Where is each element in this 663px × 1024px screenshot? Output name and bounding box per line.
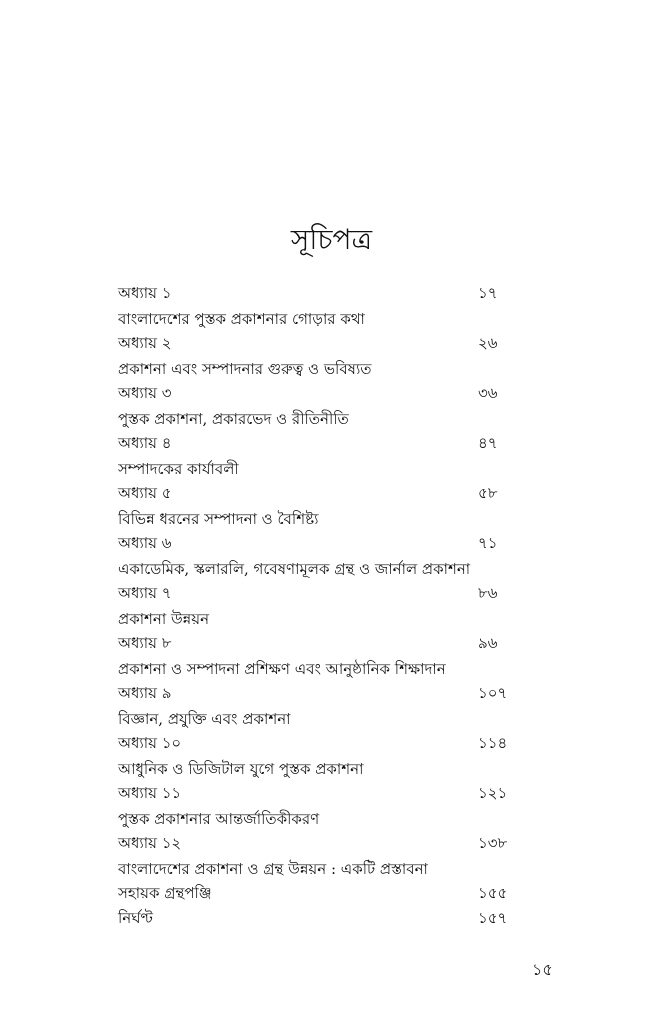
page-number: ১৭ — [478, 284, 498, 302]
toc-chapter-3[interactable] — [118, 382, 518, 407]
toc-chapter-1[interactable] — [118, 282, 518, 307]
toc-chapter-9[interactable] — [118, 682, 518, 707]
back-matter-label: সহায়ক গ্রন্থপঞ্জি — [118, 884, 212, 902]
toc-chapter-4[interactable] — [118, 432, 518, 457]
page-number: ৪৭ — [478, 434, 498, 452]
folio-page-number: ১৫ — [532, 960, 553, 979]
back-matter-label: নির্ঘণ্ট — [118, 909, 153, 927]
page-number: ৭১ — [478, 534, 498, 552]
page-number: ৩৬ — [478, 384, 498, 402]
chapter-subtitle: বাংলাদেশের প্রকাশনা ও গ্রন্থ উন্নয়ন : একটি প্রস্তাবনা — [118, 860, 428, 878]
chapter-subtitle: আধুনিক ও ডিজিটাল যুগে পুস্তক প্রকাশনা — [118, 760, 364, 778]
chapter-label: অধ্যায় ৪ — [118, 434, 172, 452]
page-number: ১১৪ — [478, 734, 508, 752]
table-of-contents — [118, 282, 518, 932]
toc-chapter-11[interactable] — [118, 782, 518, 807]
page-number: ১৫৫ — [478, 884, 508, 902]
toc-chapter-10[interactable] — [118, 732, 518, 757]
chapter-subtitle: বিভিন্ন ধরনের সম্পাদনা ও বৈশিষ্ট্য — [118, 510, 319, 528]
page-title: সূচিপত্র — [290, 223, 373, 256]
chapter-subtitle: বাংলাদেশের পুস্তক প্রকাশনার গোড়ার কথা — [118, 310, 365, 328]
page-number: ১২১ — [478, 784, 508, 802]
chapter-subtitle: বিজ্ঞান, প্রযুক্তি এবং প্রকাশনা — [118, 710, 291, 728]
chapter-label: অধ্যায় ৩ — [118, 384, 172, 402]
page-number: ২৬ — [478, 334, 498, 352]
toc-chapter-8[interactable] — [118, 632, 518, 657]
chapter-subtitle: প্রকাশনা উন্নয়ন — [118, 610, 210, 628]
chapter-label: অধ্যায় ১০ — [118, 734, 182, 752]
toc-chapter-12[interactable] — [118, 832, 518, 857]
chapter-subtitle: পুস্তক প্রকাশনা, প্রকারভেদ ও রীতিনীতি — [118, 410, 349, 428]
page-number: ৫৮ — [478, 484, 498, 502]
chapter-label: অধ্যায় ৬ — [118, 534, 172, 552]
chapter-label: অধ্যায় ৫ — [118, 484, 172, 502]
chapter-subtitle: পুস্তক প্রকাশনার আন্তর্জাতিকীকরণ — [118, 810, 320, 828]
chapter-subtitle: সম্পাদকের কার্যাবলী — [118, 460, 239, 478]
page-number: ১৩৮ — [478, 834, 508, 852]
toc-chapter-6[interactable] — [118, 532, 518, 557]
chapter-label: অধ্যায় ১ — [118, 284, 172, 302]
chapter-label: অধ্যায় ৭ — [118, 584, 172, 602]
chapter-label: অধ্যায় ৯ — [118, 684, 172, 702]
page-number: ১০৭ — [478, 684, 508, 702]
chapter-label: অধ্যায় ১১ — [118, 784, 182, 802]
chapter-label: অধ্যায় ৮ — [118, 634, 172, 652]
chapter-subtitle: প্রকাশনা এবং সম্পাদনার গুরুত্ব ও ভবিষ্যত — [118, 360, 372, 378]
toc-index[interactable] — [118, 907, 518, 932]
toc-chapter-5[interactable] — [118, 482, 518, 507]
page-number: ১৫৭ — [478, 909, 508, 927]
toc-bibliography[interactable] — [118, 882, 518, 907]
page-number: ৯৬ — [478, 634, 498, 652]
chapter-subtitle: একাডেমিক, স্কলারলি, গবেষণামূলক গ্রন্থ ও জার্নাল প্রকাশনা — [118, 560, 471, 578]
chapter-label: অধ্যায় ২ — [118, 334, 172, 352]
page-number: ৮৬ — [478, 584, 498, 602]
chapter-label: অধ্যায় ১২ — [118, 834, 182, 852]
toc-chapter-7[interactable] — [118, 582, 518, 607]
toc-chapter-2[interactable] — [118, 332, 518, 357]
chapter-subtitle: প্রকাশনা ও সম্পাদনা প্রশিক্ষণ এবং আনুষ্ঠানিক শিক্ষাদান — [118, 660, 446, 678]
